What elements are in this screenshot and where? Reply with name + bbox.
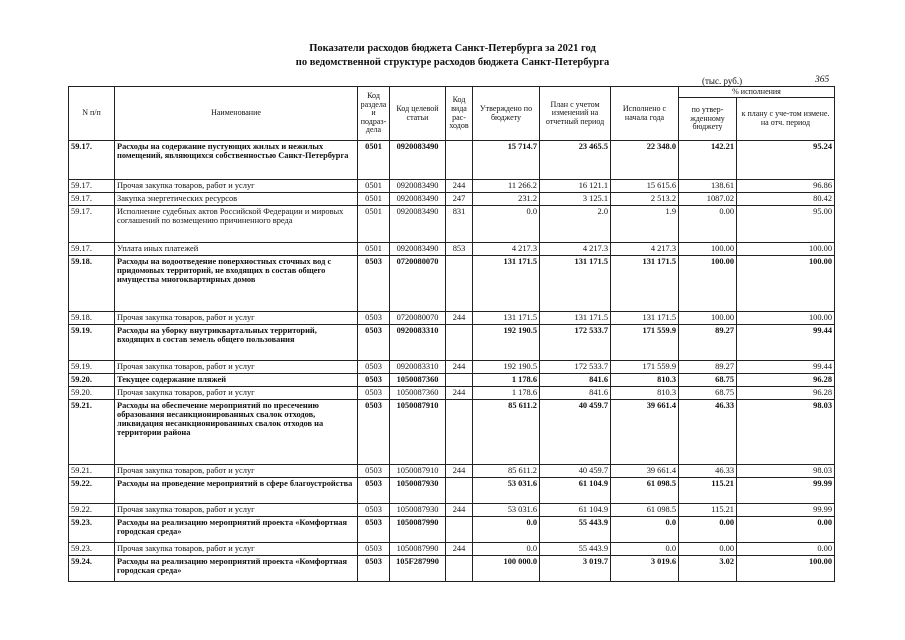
row-expense-type: 244 — [446, 504, 473, 517]
row-num: 59.17. — [69, 141, 115, 180]
row-executed: 15 615.6 — [611, 180, 679, 193]
row-num: 59.19. — [69, 361, 115, 374]
row-pct-plan: 0.00 — [737, 517, 835, 543]
row-executed: 1.9 — [611, 206, 679, 243]
row-pct-plan: 80.42 — [737, 193, 835, 206]
row-approved: 85 611.2 — [473, 465, 540, 478]
row-target-code: 0720080070 — [390, 256, 446, 312]
row-pct-approved: 115.21 — [679, 504, 737, 517]
row-section-code: 0503 — [358, 256, 390, 312]
row-approved: 192 190.5 — [473, 361, 540, 374]
row-expense-type — [446, 556, 473, 582]
row-section-code: 0503 — [358, 400, 390, 465]
row-target-code: 105F287990 — [390, 556, 446, 582]
row-plan: 3 019.7 — [540, 556, 611, 582]
row-pct-approved: 0.00 — [679, 543, 737, 556]
row-plan: 23 465.5 — [540, 141, 611, 180]
table-row — [69, 478, 835, 504]
row-pct-plan: 100.00 — [737, 312, 835, 325]
row-pct-approved: 100.00 — [679, 256, 737, 312]
header-executed: Исполнено с начала года — [611, 87, 679, 141]
row-pct-plan: 100.00 — [737, 243, 835, 256]
row-pct-plan: 99.44 — [737, 325, 835, 361]
row-plan: 61 104.9 — [540, 504, 611, 517]
row-num: 59.22. — [69, 478, 115, 504]
row-num: 59.18. — [69, 312, 115, 325]
row-expense-type: 244 — [446, 361, 473, 374]
row-name: Закупка энергетических ресурсов — [115, 193, 358, 206]
row-name: Исполнение судебных актов Российской Федерации и мировых соглашений по возмещению причиненного вреда — [115, 206, 358, 243]
row-pct-approved: 68.75 — [679, 374, 737, 387]
row-section-code: 0503 — [358, 465, 390, 478]
header-pct-group: % исполнения — [679, 87, 835, 98]
row-name: Расходы на проведение мероприятий в сфере благоустройства — [115, 478, 358, 504]
row-name: Прочая закупка товаров, работ и услуг — [115, 504, 358, 517]
row-expense-type: 247 — [446, 193, 473, 206]
row-num: 59.20. — [69, 387, 115, 400]
document-subtitle: по ведомственной структуре расходов бюджета Санкт-Петербурга — [295, 57, 610, 68]
row-pct-plan: 98.03 — [737, 465, 835, 478]
row-expense-type: 244 — [446, 387, 473, 400]
row-executed: 39 661.4 — [611, 465, 679, 478]
row-name: Прочая закупка товаров, работ и услуг — [115, 180, 358, 193]
row-approved: 0.0 — [473, 543, 540, 556]
row-pct-plan: 99.44 — [737, 361, 835, 374]
row-expense-type: 853 — [446, 243, 473, 256]
row-section-code: 0501 — [358, 206, 390, 243]
row-target-code: 0920083310 — [390, 325, 446, 361]
header-approved: Утверждено по бюджету — [473, 87, 540, 141]
row-executed: 131 171.5 — [611, 256, 679, 312]
row-name: Расходы на реализацию мероприятий проекта «Комфортная городская среда» — [115, 556, 358, 582]
header-name: Наименование — [115, 87, 358, 141]
row-section-code: 0503 — [358, 478, 390, 504]
row-target-code: 0920083490 — [390, 141, 446, 180]
row-approved: 1 178.6 — [473, 374, 540, 387]
row-target-code: 1050087930 — [390, 504, 446, 517]
row-target-code: 0920083490 — [390, 243, 446, 256]
row-pct-plan: 95.00 — [737, 206, 835, 243]
row-num: 59.18. — [69, 256, 115, 312]
row-section-code: 0503 — [358, 325, 390, 361]
row-executed: 0.0 — [611, 517, 679, 543]
row-section-code: 0501 — [358, 141, 390, 180]
table-row — [69, 543, 835, 556]
row-approved: 231.2 — [473, 193, 540, 206]
row-plan: 16 121.1 — [540, 180, 611, 193]
row-name: Прочая закупка товаров, работ и услуг — [115, 387, 358, 400]
row-approved: 11 266.2 — [473, 180, 540, 193]
row-name: Прочая закупка товаров, работ и услуг — [115, 465, 358, 478]
row-target-code: 0920083310 — [390, 361, 446, 374]
row-target-code: 1050087990 — [390, 517, 446, 543]
row-plan: 55 443.9 — [540, 517, 611, 543]
table-row — [69, 517, 835, 543]
table-row — [69, 243, 835, 256]
table-row — [69, 206, 835, 243]
table-row — [69, 387, 835, 400]
row-plan: 2.0 — [540, 206, 611, 243]
row-section-code: 0503 — [358, 312, 390, 325]
row-name: Прочая закупка товаров, работ и услуг — [115, 312, 358, 325]
row-target-code: 1050087910 — [390, 465, 446, 478]
row-section-code: 0503 — [358, 504, 390, 517]
row-name: Уплата иных платежей — [115, 243, 358, 256]
row-pct-approved: 0.00 — [679, 517, 737, 543]
row-num: 59.17. — [69, 206, 115, 243]
row-num: 59.17. — [69, 243, 115, 256]
table-row — [69, 504, 835, 517]
row-num: 59.21. — [69, 400, 115, 465]
row-pct-approved: 89.27 — [679, 325, 737, 361]
page-number: 365 — [815, 75, 830, 85]
row-plan: 3 125.1 — [540, 193, 611, 206]
table-row — [69, 465, 835, 478]
header-pct-plan: к плану с уче-том измене. на отч. период — [737, 98, 835, 141]
row-approved: 0.0 — [473, 206, 540, 243]
row-target-code: 1050087930 — [390, 478, 446, 504]
row-num: 59.19. — [69, 325, 115, 361]
table-row — [69, 141, 835, 180]
row-approved: 15 714.7 — [473, 141, 540, 180]
row-executed: 4 217.3 — [611, 243, 679, 256]
row-executed: 61 098.5 — [611, 504, 679, 517]
row-plan: 172 533.7 — [540, 361, 611, 374]
row-pct-approved: 100.00 — [679, 243, 737, 256]
table-row — [69, 325, 835, 361]
row-name: Текущее содержание пляжей — [115, 374, 358, 387]
row-pct-approved: 0.00 — [679, 206, 737, 243]
row-pct-approved: 1087.02 — [679, 193, 737, 206]
header-section-code: Код раздела и подраз-дела — [358, 87, 390, 141]
header-num: N п/п — [69, 87, 115, 141]
row-pct-plan: 96.28 — [737, 387, 835, 400]
row-executed: 0.0 — [611, 543, 679, 556]
row-expense-type — [446, 325, 473, 361]
row-pct-approved: 3.02 — [679, 556, 737, 582]
row-name: Расходы на реализацию мероприятий проекта «Комфортная городская среда» — [115, 517, 358, 543]
row-executed: 39 661.4 — [611, 400, 679, 465]
table-body — [69, 141, 835, 582]
row-num: 59.23. — [69, 517, 115, 543]
document-title: Показатели расходов бюджета Санкт-Петербурга за 2021 год — [309, 43, 596, 54]
row-num: 59.17. — [69, 193, 115, 206]
row-num: 59.23. — [69, 543, 115, 556]
row-executed: 2 513.2 — [611, 193, 679, 206]
row-pct-plan: 95.24 — [737, 141, 835, 180]
row-section-code: 0503 — [358, 374, 390, 387]
row-plan: 172 533.7 — [540, 325, 611, 361]
table-row — [69, 193, 835, 206]
units-label: (тыс. руб.) — [702, 76, 743, 86]
table-row — [69, 312, 835, 325]
row-executed: 61 098.5 — [611, 478, 679, 504]
row-plan: 4 217.3 — [540, 243, 611, 256]
row-section-code: 0503 — [358, 517, 390, 543]
row-pct-approved: 115.21 — [679, 478, 737, 504]
row-target-code: 1050087360 — [390, 387, 446, 400]
row-pct-approved: 100.00 — [679, 312, 737, 325]
row-expense-type: 831 — [446, 206, 473, 243]
row-name: Расходы на обеспечение мероприятий по пресечению образования несанкционированных свалок отходов, ликвидация несанкционированных свалок отходов на территории района — [115, 400, 358, 465]
row-target-code: 1050087990 — [390, 543, 446, 556]
row-name: Расходы на содержание пустующих жилых и нежилых помещений, являющихся собственностью Санкт-Петербурга — [115, 141, 358, 180]
row-pct-plan: 99.99 — [737, 478, 835, 504]
row-expense-type: 244 — [446, 180, 473, 193]
row-name: Прочая закупка товаров, работ и услуг — [115, 361, 358, 374]
row-plan: 55 443.9 — [540, 543, 611, 556]
row-approved: 131 171.5 — [473, 256, 540, 312]
row-target-code: 0920083490 — [390, 206, 446, 243]
row-target-code: 1050087360 — [390, 374, 446, 387]
row-executed: 22 348.0 — [611, 141, 679, 180]
table-row — [69, 400, 835, 465]
row-expense-type — [446, 517, 473, 543]
row-section-code: 0503 — [358, 361, 390, 374]
row-expense-type: 244 — [446, 312, 473, 325]
row-pct-approved: 68.75 — [679, 387, 737, 400]
row-section-code: 0503 — [358, 543, 390, 556]
row-expense-type — [446, 400, 473, 465]
row-approved: 85 611.2 — [473, 400, 540, 465]
row-num: 59.17. — [69, 180, 115, 193]
row-approved: 53 031.6 — [473, 504, 540, 517]
row-executed: 131 171.5 — [611, 312, 679, 325]
table-row — [69, 374, 835, 387]
table-row — [69, 556, 835, 582]
row-target-code: 0720080070 — [390, 312, 446, 325]
row-target-code: 0920083490 — [390, 180, 446, 193]
row-pct-approved: 142.21 — [679, 141, 737, 180]
row-name: Расходы на уборку внутриквартальных территорий, входящих в состав земель общего пользования — [115, 325, 358, 361]
row-approved: 4 217.3 — [473, 243, 540, 256]
row-name: Расходы на водоотведение поверхностных сточных вод с придомовых территорий, не входящих в состав общего имущества многоквартирных домов — [115, 256, 358, 312]
header-expense-type: Код вида рас-ходов — [446, 87, 473, 141]
row-section-code: 0501 — [358, 193, 390, 206]
row-pct-plan: 0.00 — [737, 543, 835, 556]
row-expense-type — [446, 374, 473, 387]
row-target-code: 1050087910 — [390, 400, 446, 465]
row-plan: 61 104.9 — [540, 478, 611, 504]
row-expense-type: 244 — [446, 465, 473, 478]
expenses-table — [68, 86, 835, 582]
row-num: 59.24. — [69, 556, 115, 582]
header-plan: План с учетом изменений на отчетный период — [540, 87, 611, 141]
row-expense-type: 244 — [446, 543, 473, 556]
row-pct-plan: 99.99 — [737, 504, 835, 517]
table-row — [69, 180, 835, 193]
row-section-code: 0503 — [358, 387, 390, 400]
row-pct-approved: 138.61 — [679, 180, 737, 193]
row-pct-approved: 46.33 — [679, 400, 737, 465]
row-section-code: 0501 — [358, 180, 390, 193]
row-expense-type — [446, 478, 473, 504]
table-row — [69, 361, 835, 374]
row-executed: 171 559.9 — [611, 325, 679, 361]
table-row — [69, 256, 835, 312]
row-approved: 1 178.6 — [473, 387, 540, 400]
row-approved: 53 031.6 — [473, 478, 540, 504]
row-target-code: 0920083490 — [390, 193, 446, 206]
row-pct-plan: 96.86 — [737, 180, 835, 193]
row-pct-plan: 100.00 — [737, 256, 835, 312]
row-executed: 3 019.6 — [611, 556, 679, 582]
row-plan: 841.6 — [540, 387, 611, 400]
row-approved: 131 171.5 — [473, 312, 540, 325]
header-target-code: Код целевой статьи — [390, 87, 446, 141]
row-plan: 131 171.5 — [540, 312, 611, 325]
row-name: Прочая закупка товаров, работ и услуг — [115, 543, 358, 556]
row-num: 59.20. — [69, 374, 115, 387]
row-executed: 810.3 — [611, 374, 679, 387]
row-approved: 100 000.0 — [473, 556, 540, 582]
row-plan: 841.6 — [540, 374, 611, 387]
row-pct-approved: 46.33 — [679, 465, 737, 478]
row-executed: 171 559.9 — [611, 361, 679, 374]
row-section-code: 0503 — [358, 556, 390, 582]
row-pct-plan: 100.00 — [737, 556, 835, 582]
row-plan: 40 459.7 — [540, 465, 611, 478]
row-expense-type — [446, 256, 473, 312]
row-pct-approved: 89.27 — [679, 361, 737, 374]
row-plan: 131 171.5 — [540, 256, 611, 312]
row-num: 59.22. — [69, 504, 115, 517]
row-num: 59.21. — [69, 465, 115, 478]
header-pct-approved: по утвер-жденному бюджету — [679, 98, 737, 141]
row-pct-plan: 98.03 — [737, 400, 835, 465]
row-plan: 40 459.7 — [540, 400, 611, 465]
row-approved: 192 190.5 — [473, 325, 540, 361]
row-expense-type — [446, 141, 473, 180]
row-executed: 810.3 — [611, 387, 679, 400]
row-approved: 0.0 — [473, 517, 540, 543]
row-section-code: 0501 — [358, 243, 390, 256]
row-pct-plan: 96.28 — [737, 374, 835, 387]
